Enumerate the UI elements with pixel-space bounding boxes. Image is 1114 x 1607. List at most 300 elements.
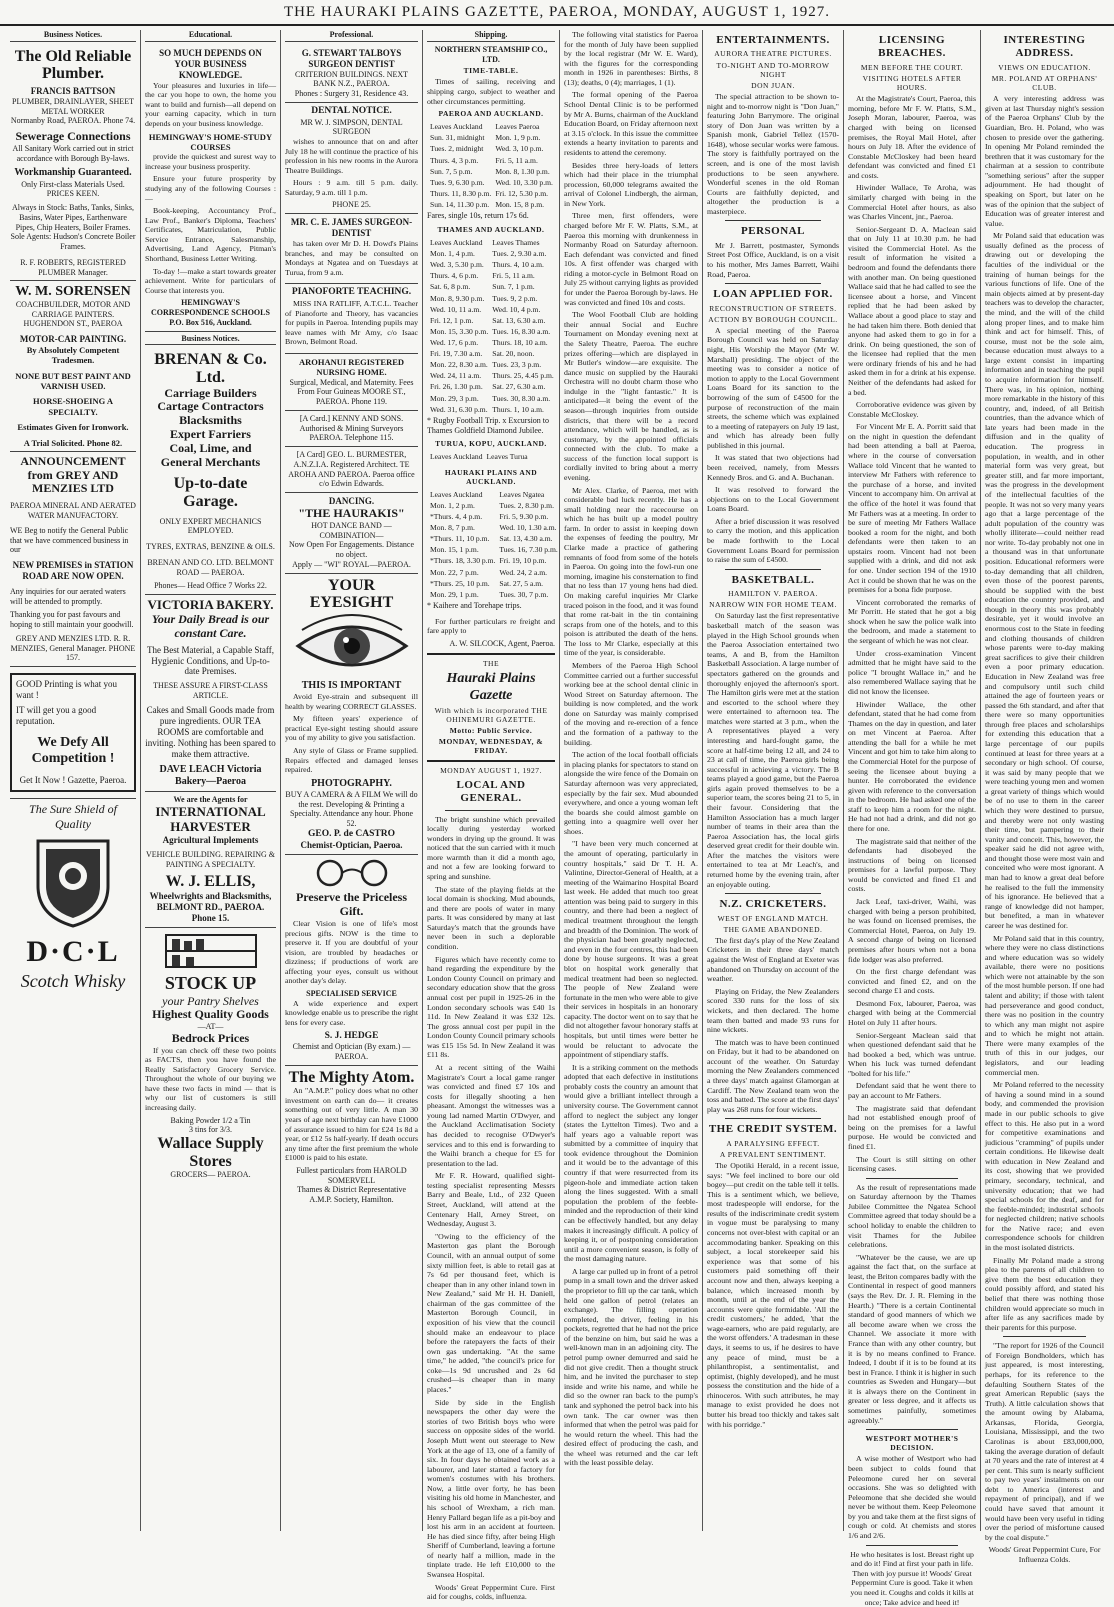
section-heading: Business Notices. xyxy=(145,334,276,346)
ad-line: Any inquiries for our aerated waters will be attended to promptly. xyxy=(10,586,126,606)
ad-title: G. STEWART TALBOYS SURGEON DENTIST xyxy=(301,47,402,69)
ad-line: Now Open For Engagements. Distance no object. xyxy=(288,540,415,560)
ad-line: PLUMBER, DRAINLAYER, SHEET METAL WORKER xyxy=(12,96,134,116)
table-cell: Sun. 31, midnight xyxy=(430,133,485,143)
ad-line: We are the Agents for xyxy=(173,795,248,805)
ad-line: NONE BUT BEST PAINT AND VARNISH USED. xyxy=(15,370,131,392)
burmester-ad xyxy=(285,447,418,493)
ad-line: GOOD Printing is what you want ! xyxy=(16,679,117,701)
article-title: WESTPORT MOTHER'S DECISION. xyxy=(865,1434,959,1453)
route-note: * Kaihere and Torehape trips. xyxy=(427,600,522,610)
ad-text: To-day !—make a start towards greater achievement. Write for particulars of Course that interests you. xyxy=(145,266,276,295)
article-paragraph: Hiwinder Wallace, Te Aroha, was similarly charged with being in the Commercial Hotel after hours, as also was Charles Vincent, jnr., Paeroa. xyxy=(848,183,976,222)
hedge-ad xyxy=(285,855,418,1065)
james-ad xyxy=(285,214,418,284)
table-cell: Mon. 1, 2 p.m. xyxy=(430,500,475,510)
article-paragraph: For Vincent Mr E. A. Porritt said that on the night in question the defendant had been attending a ball at Paeroa, where in the course of conversation Wallace told Vincent that he wanted to interview Mr Fathers with reference to the purchase of a horse, and invited Vincent to accompany him. On arrival at the office of the hotel it was found that Mr Fathers was at a meeting. In order to be sure of meeting Mr Fathers Wallace booked a room for the night, and both defendants were then taken to an upstairs room. Vincent had not been supplied with a drink, and did not ask for one. Under section 194 of the 1910 Act it could be shown that he was on the premises for a bona fide purpose. xyxy=(848,422,976,595)
ad-signature: DAVE LEACH Victoria Bakery—Paeroa xyxy=(159,763,262,787)
article-subtitle: WEST OF ENGLAND MATCH. xyxy=(717,913,829,923)
article-paragraph: The special attraction to be shown to-night and to-morrow night is "Don Juan," featuring John Barrymore. The original story of Don Juan was written by a Spanish monk, Gabriel Tellez (1570-1648), whose secular works were famous. The story is faithfully portrayed on the screen, and is one of the most lavish productions to be seen anywhere. Wonderful scenes in the old Roman Courts are faithfully depicted, and altogether the production is a masterpiece. xyxy=(707,91,839,216)
ad-title: PIANOFORTE TEACHING. xyxy=(291,287,412,298)
eye-icon xyxy=(292,614,412,678)
table-row xyxy=(429,200,554,209)
article-paragraph: The Opotiki Herald, in a recent issue, says: "We feel inclined to bore our old bogey—put credit on the table tell it tells. This is a sentiment which, we believe, most tradespeople will endorse, for the results of the indiscriminate credit system in vogue must be paralysing to many concerns not over-blest with capital or an accommodating banker. Speaking on this subject, a local storekeeper said his experience was that some of his customers paid something off their account now and then, always keeping a balance, which increased month by month, until at the end of the year the accounts were quite formidable. 'All the credit customers,' he added, 'that the wage-earners, who are paid regularly, are the worst offenders.' A tradesman in these days, it seems to us, if he desires to have any peace of mind, must be a philanthropist, a sentimentalist, and optimist, (highly developed), and he must possess the constitution and the hide of a rhinoceros. With such attributes, he may manage to exist provided he does not butter his bread too thickly and takes salt with his porridge." xyxy=(707,1161,839,1429)
table-row xyxy=(429,556,559,565)
table-row xyxy=(429,545,559,554)
ad-title: INTERNATIONAL HARVESTER xyxy=(155,803,266,834)
band-name: "THE HAURAKIS" xyxy=(298,506,405,521)
article-paragraph: On the first charge defendant was convicted and fined £2, and on the second charge £1 and costs. xyxy=(848,967,976,996)
article-subtitle: MEN BEFORE THE COURT. xyxy=(860,62,964,72)
ad-text: has taken over Mr D. H. Dowd's Plains branches, and may be consulted on Mondays at Ngatea and on Tuesdays at Turua, from 9 a.m. xyxy=(285,239,418,277)
grey-menzies-ad xyxy=(10,452,136,667)
ad-line: NEW PREMISES in STATION ROAD ARE NOW OPEN. xyxy=(12,560,134,581)
ad-line: Expert Farriers xyxy=(170,426,251,441)
ad-line: Fullest particulars from HAROLD SOMERVELL xyxy=(296,1165,407,1185)
table-cell: *Thurs. 11, 10 p.m. xyxy=(430,534,490,544)
table-row xyxy=(429,167,554,176)
ad-title: YOUR EYESIGHT xyxy=(309,576,394,612)
table-cell: Wed. 17, 6 p.m. xyxy=(430,338,479,348)
ad-line: The Best Material, a Capable Staff, Hygienic Conditions, and Up-to-date Premises. xyxy=(146,644,275,677)
issue-date: MONDAY AUGUST 1, 1927. xyxy=(440,765,542,775)
ad-slogan: The Sure Shield of Quality xyxy=(29,802,117,831)
ad-line: WE Beg to notify the General Public that we have commenced business in our xyxy=(10,525,129,555)
table-cell: Fri. 5, 11 a.m. xyxy=(492,271,535,281)
table-cell: Thurs. 18, 10 a.m. xyxy=(492,338,548,348)
article-title: LOAN APPLIED FOR. xyxy=(713,288,833,301)
table-cell: Mon. 8, 9.30 p.m. xyxy=(430,293,485,303)
ad-line: All Sanitary Work carried out in strict accordance with Borough By-laws. xyxy=(12,143,134,163)
table-header: Leaves Auckland xyxy=(430,238,483,248)
hemingway-ad xyxy=(145,45,276,332)
ad-title: MR. C. E. JAMES SURGEON-DENTIST xyxy=(290,217,413,239)
table-row xyxy=(429,590,559,599)
article-subtitle: A PREVALENT SENTIMENT. xyxy=(719,1149,827,1159)
table-row xyxy=(429,534,559,543)
article-paragraph: A wise mother of Westport who had been subject to colds found that Peleomone cured her on several occasions. She was so delighted with Peleomone that she decided she would never be without them. Keep Peleomone by you and take them at the first signs of cough or cold. At chemists and stores 1/6 and 2/6. xyxy=(848,1454,976,1541)
ad-line: PHONE 25. xyxy=(332,200,371,210)
gazette-name: Hauraki Plains Gazette xyxy=(446,670,536,703)
ad-slogan: STOCK UP xyxy=(164,972,257,993)
table-cell: Thurs. 1, 10 a.m. xyxy=(492,404,544,414)
article-paragraph: The magistrate said that defendant had not established enough proof of being on the premises for a lawful purpose. He would be convicted and fined £1. xyxy=(848,1103,976,1151)
ad-line: Thames & District Representative A.M.P. Society, Hamilton. xyxy=(296,1185,407,1205)
ad-line: TYRES, EXTRAS, BENZINE & OILS. xyxy=(146,542,275,552)
article-paragraph: On Saturday last the first representative basketball match of the season was played in the High School grounds when the Paeroa Association entertained two teams, A and B, from the Hamilton Basketball Association. A large number of spectators gathered on the grounds and thoroughly enjoyed the afternoon's sport. The Hamilton girls were met at the station and escorted to the school where they were entertained to afternoon tea. The matches were started at 3 p.m., when the A representatives played a very interesting and hard-fought game, the score at half-time being 12 all, and 24 to 23 at call of time, the Paeroa girls being successful in achieving a victory. The B teams played a good game, but the Paeroa girls again proved themselves to be a superior team, the scores being 21 to 5, in their favour. Considering that the Hamilton Association has a much larger number of teams in their area than the Paeroa Association has, the local girls deserved great credit for their double win. After the matches the visitors were entertained to tea at Mr Leach's, and returned home by the evening train, after an enjoyable outing. xyxy=(707,611,839,889)
ad-line: HORSE-SHOEING A SPECIALTY. xyxy=(32,396,114,417)
ad-signature: GREY AND MENZIES LTD. R. R. MENZIES, General Manager. PHONE 157. xyxy=(10,633,136,663)
table-cell: Tues. 23, 3 p.m. xyxy=(492,360,542,370)
timetable-rows xyxy=(429,133,554,209)
ad-title: SO MUCH DEPENDS ON YOUR BUSINESS KNOWLEDGE. xyxy=(159,47,262,80)
article-subtitle: HAMILTON V. PAEROA. xyxy=(728,589,818,599)
article-paragraph: Members of the Paeroa High School Committee carried out a further successful working bee at the school dental clinic in Wood Street on Saturday afternoon. The building is now completed, and the work done on Saturday was mainly comprised of the moving and re-erection of a fence and the formation of a pathway to the building. xyxy=(564,661,698,747)
table-row xyxy=(429,405,555,414)
table-row xyxy=(429,327,555,336)
route-heading: TURUA, KOPU, AUCKLAND. xyxy=(435,439,547,449)
table-cell: *Thurs. 18, 3.30 p.m. xyxy=(430,556,496,566)
ad-line: Always in Stock: Baths, Tanks, Sinks, Basins, Water Pipes, Earthenware Pipes, Chip Heaters, Boiler Frames. Sole Agents: Hudson's Concrete Boiler Frames. xyxy=(10,203,136,252)
simpson-ad xyxy=(285,103,418,214)
table-cell: Thurs. 25, 4.45 p.m. xyxy=(492,371,554,381)
ad-line: Only First-class Materials Used. PRICES KEEN. xyxy=(21,179,125,199)
column-professional xyxy=(281,30,423,1531)
table-row xyxy=(429,523,559,532)
ad-signature: R. F. ROBERTS, REGISTERED PLUMBER Manager. xyxy=(20,257,126,277)
route-note: * Rugby Football Trip. x Excursion to Thames Goldfield Diamond Jubilee. xyxy=(427,415,550,435)
table-cell: Mon. 8, 1.30 p.m. xyxy=(495,166,550,176)
article-paragraph: It was resolved to forward the objections on to the Local Government Loans Board. xyxy=(707,485,839,514)
article-paragraph: Defendant said that he went there to pay an account to Mr Fathers. xyxy=(848,1081,976,1101)
gazette-motto: Motto: Public Service. xyxy=(449,726,533,736)
ad-subhead: THIS IS IMPORTANT xyxy=(301,679,402,691)
table-cell: Sat. 20, noon. xyxy=(492,349,535,359)
ad-line: Carriage Builders xyxy=(164,385,257,400)
gazette-printing-ad xyxy=(10,667,136,799)
timetable-paeroa-auckland xyxy=(427,120,556,211)
article-subtitle: THE GAME ABANDONED. xyxy=(723,924,823,934)
table-row xyxy=(429,178,554,187)
article-paragraph: Finally Mr Poland made a strong plea to the parents of all children to give them the best education they could possibly afford, and stated his belief that there was nothing those children would appreciate so much in after life as any sacrifices made by their parents for this purpose. xyxy=(985,1255,1104,1332)
ad-line: General Merchants xyxy=(160,454,261,469)
table-cell: Tues. 9, 2 p.m. xyxy=(492,293,538,303)
pantry-shelves-icon xyxy=(156,931,266,971)
article-subtitle: DON JUAN. xyxy=(751,80,795,90)
ad-line: Thanking you for past favours and hoping to still maintain your goodwill. xyxy=(10,610,134,630)
ad-signature: HEMINGWAY'S CORRESPONDENCE SCHOOLS P.O. Box 516, Auckland. xyxy=(151,298,270,327)
divider xyxy=(725,569,821,570)
ad-text: wishes to announce that on and after July 18 he will continue the practice of his profession in his new rooms in the Aurora Theatre Buildings. xyxy=(285,137,418,175)
table-row xyxy=(429,349,555,358)
table-cell: Wed. 10, 11 a.m. xyxy=(430,304,482,314)
table-cell: Tues. 2, midnight xyxy=(430,144,484,154)
table-cell: Sun. 7, 1 p.m. xyxy=(492,282,535,292)
ad-line: —AT— xyxy=(197,1021,224,1031)
table-cell: Tues. 2, 8.30 p.m. xyxy=(499,500,554,510)
ad-line: BELMONT RD., PAEROA. Phone 15. xyxy=(156,901,265,923)
table-row xyxy=(429,156,554,165)
brand-name: D·C·L xyxy=(26,935,120,969)
article-subtitle: NARROW WIN FOR HOME TEAM. xyxy=(709,600,837,610)
article-paragraph: A special meeting of the Paeroa Borough Council was held on Saturday night, His Worship the Mayor (Mr W. Marshall) presiding. The object of the meeting was to consider a notice of motion to apply to the Local Government Loans Board for its sanction to the borrowing of the sum of £4500 for the purpose of reconstruction of the main streets, the scheme which was explained to a meeting of ratepayers on July 19 last, and which has already been fully published in this journal. xyxy=(707,325,839,450)
ad-subhead: Workmanship Guaranteed. xyxy=(14,167,132,179)
ad-title: W. M. SORENSEN xyxy=(15,284,131,300)
column-entertainments xyxy=(703,30,844,1531)
article-subtitle: VISITING HOTELS AFTER HOURS. xyxy=(862,73,962,93)
table-row xyxy=(429,249,555,258)
table-cell: Wed. 10, 4 p.m. xyxy=(492,304,541,314)
ad-text: Avoid Eye-strain and subsequent ill health by wearing CORRECT GLASSES. xyxy=(285,692,418,711)
timetable-turua xyxy=(427,450,531,463)
article-paragraph: Vincent corroborated the remarks of Mr Porritt. He stated that he got a big shock when he saw the police walk into the bedroom, and made a statement to the sergeant of which he was not clear. xyxy=(848,597,976,646)
article-title: BASKETBALL. xyxy=(731,573,815,586)
ad-text: If you can check off these two points as FACTS, then you have found the Really Satisfactory Grocery Service. Throughout the whole of our buying we have these two facts in mind — that is why our list of customers is still increasing daily. xyxy=(145,1045,276,1112)
table-row xyxy=(429,371,555,380)
article-paragraph: "I have been very much concerned at the amount of operating, particularly in country hospitals," said Dr T. H. A. Valintine, Director-General of Health, at a meeting of the Waimarino Hospital Board last week. He added that much too great attention was being paid to surgery in this country, and there had been a neglect of medical treatment throughout the length and breadth of the Dominion. The work of the physician had been greatly neglected, and even in the four centres, this had been done by house surgeons. It was a great blot on hospital work generally that medical treatment had been so neglected. The people of New Zealand were fortunate in the men who were able to give their services in hospitals in an honorary capacity. The doctor went on to say that he did not altogether favour honorary staffs at hospitals, but until times were better he would be reluctant to advocate the appointment of stipendiary staffs. xyxy=(564,839,698,1060)
article-paragraph: The action of the local football officials in placing planks for spectators to stand on alongside the wire fence of the Domain on Saturday afternoon was very appreciated, especially by the fair sex. Mud abounded everywhere, and once a young woman left the boards she could almost gamble on getting into a quagmire well over her shoes. xyxy=(564,750,698,836)
ad-line: Coal, Lime, and xyxy=(169,440,252,455)
ad-line: Bedrock Prices xyxy=(171,1030,250,1045)
ad-line: [A Card] GEO. L. BURMESTER, A.N.Z.I.A. Registered Architect. TE AROHA AND PAEROA. Paeroa office c/o Edwin Edwards. xyxy=(288,450,415,489)
article-subtitle: RECONSTRUCTION OF STREETS. xyxy=(709,303,837,313)
ad-title: VICTORIA BAKERY. xyxy=(147,597,274,613)
article-title: PERSONAL xyxy=(741,225,805,238)
article-title: THE CREDIT SYSTEM. xyxy=(708,1123,838,1136)
table-cell: Tues. 16, 8.30 a.m. xyxy=(492,326,551,336)
table-cell: Sat. 13, 6.30 a.m. xyxy=(492,315,546,325)
divider xyxy=(866,1429,958,1430)
article-paragraph: Mr Poland said that education was usually defined as the process of drawing out or developing the faculties of the individual or the training of human beings for the various functions of life. One of the main objects aimed at by present-day teachers was to develop the character, the mind, and the will of the child along proper lines, and to make him think and act for himself. This, of course, must not be the sole aim, because education must always to a large extent consist in imparting information and in teaching the pupil to acquire information for himself. There was, in his opinion, nothing more remarkable in the history of this country, and, indeed, of all British countries, than the advance which of late years had been made in the diffusion and in the quality of education. The progress in population, in wealth, and in other material form was very great, but greater still, and far more important, was the progress in the development of the intellectual faculties of the people. It was not so very many years ago that a large percentage of the adult population of the country was wholly illiterate—could neither read nor write. To-day probably not one in a thousand was in that unfortunate position. Educational reformers were to-day demanding that all children, even those of the poorest parents, should be supplied with the best education the country provided, and though in theory this was probably desirable, yet it would involve an enormous cost to the State in feeding and clothing thousands of children whose parents were to-day making great sacrifices to give their children even a poor primary education. Education in New Zealand was free and compulsory until such child attained the age of fourteen years or passed the 6th standard, and after that there were so many opportunities through free places and scholarships for extending this education that a large percentage of our pupils continued at least for three years at a secondary or high school. Of course, it was said by many people that we were teaching young men and women a great variety of things which would be of no use to them in the career which they were destined to pursue, and thereby were not only wasting their time, but pampering to their vanity and conceit. This, however, the speaker said he did not agree with, and thought those were most vain and conceited who were most ignorant. A man had to know a great deal before he realised to the full the immensity of his ignorance. He believed that a range of knowledge did not hamper, but benefited, a man in whatever career he was destined for. xyxy=(985,231,1104,930)
article-paragraph: The formal opening of the Paeroa School Dental Clinic is to be performed by Mr A. Burns, chairman of the Auckland Education Board, on Friday afternoon next at 3.15 o'clock. In this issue the committee extends a hearty invitation to parents and residents to attend the ceremony. xyxy=(564,90,698,157)
route-heading: THAMES AND AUCKLAND. xyxy=(437,224,545,234)
article-paragraph: At a recent sitting of the Waihi Magistrate's Court a local game ranger was convicted and fined £7 10s and costs for illegally shooting a hen pheasant. Amongst the witnesses was a young lad named Martin O'Dwyer, and the Auckland Acclimatisation Society has decided to recognise O'Dwyer's services and to this end is forwarding to the Waihi branch a cheque for £5 for presentation to the lad. xyxy=(427,1062,555,1168)
article-paragraph: After a brief discussion it was resolved to carry the motion, and this application be made forthwith to the Local Government Loans Board for permission to raise the sum of £4500. xyxy=(707,516,839,565)
route-heading: PAEROA AND AUCKLAND. xyxy=(438,109,544,119)
table-cell: *Thurs. 25, 10 p.m. xyxy=(430,578,490,588)
ad-line: Highest Quality Goods xyxy=(152,1007,269,1022)
ad-line: THESE ASSURE A FIRST-CLASS ARTICLE. xyxy=(153,681,268,701)
table-row xyxy=(429,382,555,391)
article-paragraph: Mr Poland referred to the necessity of having a sound mind in a sound body, and commended the provision made in our public schools to give effect to this. He also put in a word for competitive examinations and judicious "cramming" of pupils under certain conditions. He likewise dealt with education in New Zealand and its cost, showing that we provided primary, secondary, technical, and university education; that we had special schools for the deaf, and for the feeble-minded; industrial schools for neglected children; native schools for the Native race; and even correspondence schools for children in the most isolated districts. xyxy=(985,1080,1104,1253)
ad-title: DENTAL NOTICE. xyxy=(311,105,392,116)
divider xyxy=(445,810,537,811)
table-header: Leaves Thames xyxy=(492,238,540,248)
gazette-the: THE xyxy=(482,658,500,668)
table-row xyxy=(429,144,554,153)
table-cell: Mon. 29, 1 p.m. xyxy=(430,589,479,599)
ad-text: An "A.M.P." policy does what no other investment on earth can do— it creates something out of very little. A man 30 years of age next birthday can have £1000 of assurance issued to him for £24 1s 8d a year, or £12 5s half-yearly. If death occurs any time after the first premium the whole £1000 is paid to his estate. xyxy=(285,1086,418,1163)
article-paragraph: The first day's play of the New Zealand Cricketers in their three days' match against the West of England at Exeter was abandoned on Thursday on account of the weather. xyxy=(707,935,839,984)
ad-slogan: We Defy All Competition ! xyxy=(31,735,115,767)
table-cell: Thurs. 11, 8.30 p.m. xyxy=(430,188,492,198)
article-subtitle: ACTION BY BOROUGH COUNCIL. xyxy=(708,314,838,324)
divider xyxy=(866,1178,958,1179)
ad-line: GROCERS— PAEROA. xyxy=(170,1170,251,1180)
article-title: INTERESTING ADDRESS. xyxy=(1003,34,1086,60)
ad-text: provide the quickest and surest way to increase your business prosperity. xyxy=(145,152,276,171)
ad-name: W. J. ELLIS, xyxy=(165,873,256,891)
table-cell: Wed. 3, 5.30 p.m. xyxy=(430,260,484,270)
spectacles-icon xyxy=(302,858,402,888)
ad-line: Wheelwrights and Blacksmiths, xyxy=(149,890,272,901)
pianoforte-ad xyxy=(285,284,418,353)
article-paragraph: The match was to have been continued on Friday, but it had to be abandoned on account of the weather. On Saturday morning the New Zealanders commenced a three days' match against Glamorgan at Cardiff. The New Zealand team won the toss and batted. The score at the first days' play was 268 runs for four wickets. xyxy=(707,1037,839,1114)
table-cell: Fri. 26, 1.30 p.m. xyxy=(430,382,483,392)
article-paragraph: Woods' Great Peppermint Cure. First aid for coughs, colds, influenza. xyxy=(427,1582,555,1602)
article-title: ENTERTAINMENTS. xyxy=(716,34,830,46)
ad-line: Baking Powder 1/2 a Tin xyxy=(170,1115,251,1125)
article-paragraph: "Whatever be the cause, we are up against the fact that, on the surface at least, the Briton compares badly with the Continental in respect of good manners (says the Rev. Dr. J. R. Fleming in the Hearth.) "There is a certain Continental standard of good manners of which we all become aware when we cross the Channel. We associate it more with France than with any other country, but it is by no means confined to France. Indeed, I doubt if it is to be found at its best in France. I think it is higher in such countries as Sweden and Hungary—but it is always there on the Continent in greater or less degree, and it affects us sometimes painfully, sometimes agreeably." xyxy=(848,1252,976,1425)
ad-text: Ensure your future prosperity by studying any of the following Courses :— xyxy=(145,174,276,203)
article-paragraph: Senior-Sergeant Maclean said that when questioned defendant said that he had booked a bed, which was untrue. When his luck was turned defendant "bolted for his life." xyxy=(848,1030,976,1078)
amp-ad xyxy=(285,1066,418,1208)
ad-line: ONLY EXPERT MECHANICS EMPLOYED. xyxy=(159,516,262,536)
table-cell: Mon. 15, 1 p.m. xyxy=(430,545,479,555)
route-heading: HAURAKI PLAINS AND AUCKLAND. xyxy=(444,467,538,486)
table-cell: Fri. 5, 9.30 p.m. xyxy=(499,512,549,522)
dcl-whisky-ad xyxy=(10,799,136,996)
ad-name: S. J. HEDGE xyxy=(324,1030,379,1041)
table-row xyxy=(429,568,559,577)
ad-line: 3 tins for 3/3. xyxy=(188,1125,233,1135)
table-cell: Mon. 29, 3 p.m. xyxy=(430,393,479,403)
table-cell: Tues. 16, 7.30 p.m. xyxy=(499,545,558,555)
ad-text: Any style of Glass or Frame supplied. Repairs effected and damaged lenses repaired. xyxy=(285,745,418,775)
ad-line: CRITERION BUILDINGS. NEXT BANK N.Z., PAEROA. xyxy=(294,69,409,89)
ad-title: ANNOUNCEMENT from GREY AND MENZIES LTD xyxy=(20,453,126,496)
table-cell: Wed. 10, 3.30 p.m. xyxy=(495,177,553,187)
article-paragraph: "Owing to the efficiency of the Masterton gas plant the Borough Council, with an annual output of some sixty million feet, is able to retail gas at 7s 6d per thousand feet, which is cheaper than in any other inland town in New Zealand," said Mr H. H. Daniell, chairman of the gas committee of the Masterton Borough Council, in exposition of his view that the council should make an endeavour to place before the ratepayers the facts of their own gas undertaking. "At the same time," he added, "the council's price for coke—1s 9d uncrushed and 2s 6d crushed—is cheaper than in many places." xyxy=(427,1231,555,1395)
section-heading: Business Notices. xyxy=(10,30,136,42)
victoria-bakery-ad xyxy=(145,595,276,792)
timetable-note: Times of sailing, receiving and shipping cargo, subject to weather and other circumstances permitting. xyxy=(427,77,555,106)
table-row xyxy=(429,305,555,314)
wallace-stores-ad xyxy=(145,928,276,1183)
table-row xyxy=(429,271,555,280)
divider xyxy=(725,1118,821,1119)
ad-line: Phones— Head Office 7 Works 22. xyxy=(154,581,267,591)
table-cell: Wed. 10, 1.30 a.m. xyxy=(499,523,557,533)
article-title: LOCAL AND GENERAL. xyxy=(456,778,526,805)
column-educational xyxy=(141,30,281,1531)
table-row xyxy=(429,316,555,325)
article-paragraph: The following vital statistics for Paeroa for the month of July have been supplied by the local registrar (Mr W. E. Ward), with the figures for the corresponding month in 1926 in parentheses: Births, 8 (13); deaths, 0 (4); marriages, 1 (1). xyxy=(564,30,698,87)
table-row xyxy=(429,501,559,510)
table-cell: Mon. 1, 4 p.m. xyxy=(430,249,475,259)
ad-text: MISS INA RATLIFF, A.T.C.L. Teacher of Pianoforte and Theory, has vacancies for pupils in Paeroa. Intending pupils may leave names with Mr Amy, c/o Isaac Brown, Belmont Road. xyxy=(285,299,418,347)
gazette-days: MONDAY, WEDNESDAY, & FRIDAY. xyxy=(438,737,544,756)
table-header: Leaves Auckland xyxy=(430,122,483,132)
ad-text: A wide experience and expert knowledge enable us to prescribe the right lens for every case. xyxy=(285,998,418,1027)
timetable-rows xyxy=(429,501,559,599)
table-row xyxy=(429,394,555,403)
ad-title: The Mighty Atom. xyxy=(288,1068,415,1086)
table-row xyxy=(429,133,554,142)
article-paragraph: As the result of representations made on Saturday afternoon by the Thames Jubilee Committee the Ngatea School Committee agreed that today should be a school holiday to enable the children to visit Thames for the Jubilee celebrations. xyxy=(848,1182,976,1250)
fare-note: Fares, single 10s, return 17s 6d. xyxy=(427,211,529,221)
arohanui-ad xyxy=(285,354,418,411)
table-row xyxy=(429,360,555,369)
ad-line: Chemist-Optician, Paeroa. xyxy=(300,840,403,851)
article-paragraph: A large car pulled up in front of a petrol pump in a small town and the driver asked the proprietor to fill up the car tank, which held one gallon of petrol (relates an exchange). The filling operation completed, the driver, feeling in his pockets, regretted that he had not the price of the benzine on him, but said he was a well-known man in an adjoining city. The petrol pump owner demurred and said he did not give credit. Then a thought struck him, and he invited the purchaser to step inside and write his name, and while he did so the owner ran back to the pump's tank and syphoned the petrol back into his own tank. The car owner was then informed that when the petrol was paid for he would return the wheel. This had the desired effect of producing the cash, and the wheel was returned and the car left with the least possible delay. xyxy=(564,1266,698,1468)
table-cell: Thurs. 4, 3 p.m. xyxy=(430,155,479,165)
ad-subhead: SPECIALISED SERVICE xyxy=(306,989,397,999)
table-cell: Mon. 15, 3.30 p.m. xyxy=(430,326,489,336)
divider xyxy=(725,893,821,894)
column-business-notices xyxy=(6,30,141,1531)
table-cell: Wed. 31, 6.30 p.m. xyxy=(430,404,488,414)
timetable-thames-auckland xyxy=(427,236,557,416)
gazette-line: With which is incorporated THE OHINEMURI GAZETTE. xyxy=(434,705,548,724)
ad-text: Book-keeping, Accountancy Prof., Law Prof., Banker's Diploma, Teachers' Certificates, Matriculation, Public Service Entrance, Salesmanship, Advertising, Land Agency, Pitman's Shorthand, Business Letter Writing. xyxy=(145,206,276,264)
table-cell: Fri. 19, 7.30 a.m. xyxy=(430,349,483,359)
timetable-hauraki-plains xyxy=(427,488,561,601)
table-cell: Mon. 1, 9 p.m. xyxy=(495,133,541,143)
article-paragraph: Playing on Friday, the New Zealanders scored 330 runs for the loss of six wickets, and then declared. The home team then batted and made 93 runs for nine wickets. xyxy=(707,986,839,1035)
article-paragraph: The bright sunshine which prevailed locally during yesterday worked wonders in drying up the ground. It was noticed that the sun carried with it much more warmth than it did a month ago, and not a few are looking forward to spring and sunshine. xyxy=(427,814,555,881)
ad-line: Up-to-date Garage. xyxy=(173,475,248,510)
table-cell: Mon. 15, 8 p.m. xyxy=(495,200,545,210)
article-paragraph: A very interesting address was given at last Thursday night's session of the Paeroa Orphans' Club by the Guardian, Bro. H. Poland, who was chosen to preside over the gathering. In opening Mr Poland reminded the brethren that it was customary for the chairman at a session to contribute "something serious" after the supper adjournment. He had thought of speaking on Sport, but later on he was of the opinion that the subject of Education was of greater interest and value. xyxy=(985,94,1104,228)
article-paragraph: Jack Leaf, taxi-driver, Waihi, was charged with being a person prohibited, he was found on licensed premises, the Commercial Hotel, Paeroa, on July 19. A second charge of being on licensed premises after hours when not a bona fide lodger was also preferred. xyxy=(848,897,976,964)
dancing-ad xyxy=(285,493,418,574)
ad-line: A Trial Solicited. Phone 82. xyxy=(23,437,123,448)
divider xyxy=(725,220,821,221)
ad-line: COACHBUILDER, MOTOR AND CARRIAGE PAINTERS. HUGHENDON ST., PAEROA xyxy=(15,299,131,329)
ad-line: BUY A CAMERA & A FILM We will do the rest. Developing & Printing a Specialty. Attendance any hour. Phone 52. xyxy=(285,789,418,829)
ad-title: The Old Reliable Plumber. xyxy=(14,47,132,83)
table-cell: Mon. 22, 8.30 a.m. xyxy=(430,360,488,370)
article-paragraph: Side by side in the English newspapers the other day were the stories of two British boys who were success on opposite sides of the world. Joseph Mutt went out steerage to New York at the age of 13, one of a family of six. In four days he obtained work as a labourer, and later started a factory for women's costumes with his brothers. Now, a little over forty, he has been visiting his old home in Manchester, and his school of Wrexham, a rich man. Henry Pallard began life as a pit-boy and lost his arm in an accident at fourteen. He has died since fifty, after being High Sheriff of Cumberland, leaving a fortune of nearly half a million, made in the tinplate trade. He left £10,000 to the Swansea Hospital. xyxy=(427,1397,555,1580)
table-cell: Sat. 6, 8 p.m. xyxy=(430,282,471,292)
table-cell: Sun. 7, 5 p.m. xyxy=(430,166,473,176)
ad-subhead: Sewerage Connections xyxy=(15,129,131,144)
table-header: Leaves Auckland xyxy=(430,489,483,499)
verse: He who hesitates is lost. Breast right up and do it! Find at first your path in life. Then with joy pursue it! Woods' Great Peppermint Cure is good. Take it when you need it. Coughs and colds it kills at once; Take advice and heed it! xyxy=(850,1549,974,1607)
ad-line: Blacksmiths xyxy=(179,413,242,428)
article-paragraph: Corroborative evidence was given by Constable McCloskey. xyxy=(848,400,976,419)
article-title: LICENSING BREACHES. xyxy=(878,34,946,60)
article-paragraph: It is a striking comment on the methods adopted that each defective in institutions probably costs the country an amount that would give a brilliant intellect through a university course. The Government cannot afford to neglect the subject any longer (states the Lyttelton Times). Two and a half years ago a valuable report was submitted by a committee of inquiry that took evidence throughout the Dominion and it would be to the advantage of this country if that were resurrected from its pigeon-hole and immediate action taken along the lines suggested. With a small population the problem of the feeble-minded and the reproduction of their kind can be effectively handled, but any delay makes it increasingly difficult. A policy of keeping it, or of postponing consideration until a more convenient season, is folly of the most damaging nature. xyxy=(564,1062,698,1264)
table-cell: Sat. 13, 4.30 a.m. xyxy=(499,534,553,544)
table-row xyxy=(429,338,555,347)
table-cell: Sat. 27, 6.30 a.m. xyxy=(492,382,546,392)
talboys-ad xyxy=(285,45,418,103)
article-subtitle: VIEWS ON EDUCATION. xyxy=(998,62,1091,72)
table-row xyxy=(429,579,559,588)
table-header: Leaves Paeroa xyxy=(495,122,540,132)
ad-line: MOTOR-CAR PAINTING. xyxy=(19,334,127,345)
article-subtitle: MR. POLAND AT ORPHANS' CLUB. xyxy=(991,73,1098,93)
ad-text: My fifteen years' experience of practical Eye-sight testing should assure you of my ability to give you satisfaction. xyxy=(285,714,418,743)
ad-line: Chemist and Optician (By exam.) — PAEROA. xyxy=(292,1042,411,1061)
printing-box xyxy=(10,673,136,792)
article-paragraph: Desmond Fox, labourer, Paeroa, was charged with being at the Commercial Hotel on July 11 after hours. xyxy=(848,998,976,1027)
article-paragraph: Three men, first offenders, were charged before Mr F. W. Platts, S.M., at Paeroa this morning with drunkenness in Normanby Road on Saturday afternoon. Each defendant was convicted and fined 10s. A first offender was charged with riding a motor-cycle in Belmont Road on July 25 without carrying lights as provided for under the Paeroa Borough by-laws. He was convicted and fined 10s and costs. xyxy=(564,211,698,307)
article-paragraph: Mr Alex. Clarke, of Paeroa, met with considerable bad luck recently. He has a small holding near the racecourse on which he has built up a model poultry farm. In order to assist in keeping down the expenses of feeding the poultry, Mr Clarke made a practice of gathering remnants of food from some of the hotels in Paeroa. On going into the fowl-run one morning, imagine his consternation to find that no less than 17 young hens had died. On making careful inquiries Mr Clarke traced poison in the food, and it was found that rome rat-bait in the tin containing scraps from one of the hotels, and to this poison is attributed the death of the hens. The loss to Mr Clarke, especially at this time of the year, is considerable. xyxy=(564,485,698,658)
table-cell: Mon. 22, 7 p.m. xyxy=(430,567,479,577)
eyesight-ad xyxy=(285,574,418,856)
ad-line: Your Daily Bread is our constant Care. xyxy=(151,611,270,640)
section-heading: Shipping. xyxy=(427,30,555,42)
ad-line: [A Card.] KENNY AND SONS. Authorised & Mining Surveyors PAEROA. Telephone 115. xyxy=(299,413,404,443)
timetable-title: TIME-TABLE. xyxy=(463,66,519,76)
section-heading: Educational. xyxy=(145,30,276,42)
ad-line: your Pantry Shelves xyxy=(162,993,259,1008)
article-paragraph: "The report for 1926 of the Council of Foreign Bondholders, which has just appeared, is most interesting, perhaps, for its reference to the defaulting Southern States of the great American Republic (says the Truth). A little calculation shows that the amount owing by Alabama, Arkansas, Florida, Georgia, Louisiana, Mississippi, and the two Carolinas is about £83,000,000, taking the average duration of default at 70 years and the rate of interest at 4 per cent. This sum is nearly sufficient to pay two years' instalments on our debt to America (interest and repayment of principal), and if we could have saved that amount it would have been very useful in tiding over the period of misfortune caused by the coal dispute." xyxy=(985,1341,1105,1542)
gazette-nameplate xyxy=(427,653,555,762)
article-paragraph: Under cross-examination Vincent admitted that he might have said to the police "I brought Wallace in," and he also remembered Wallace saying that he did not know the licensee. xyxy=(848,648,976,696)
ad-name: GEO. P. de CASTRO xyxy=(307,828,395,839)
table-cell: Thurs. 4, 10 a.m. xyxy=(492,260,544,270)
article-paragraph: The Wool Football Club are holding their annual Social and Euchre Tournament on Monday evening next at the Salety Theatre, Paeroa. The euchre prizes offering—which are displayed in Mr Butler's window—are exquisite. The dance music on supplied by the Hauraki Orchestra will no doubt charm those who indulge in the "light fantastic." It is anticipated—it being the event of the season—through inquiries from outside districts, that there will be a record attendance, which will be handled, as is customary, by the appointed officials connected with the club. To make a success of the function local support is cordially invited to bring about a merry evening. xyxy=(564,310,698,483)
table-cell: Tues. 2, 9.30 a.m. xyxy=(492,249,547,259)
ad-subhead: HEMINGWAY'S HOME-STUDY COURSES xyxy=(148,131,273,152)
table-cell: Fri. 12, 5.30 p.m. xyxy=(495,188,549,198)
table-cell: Sun. 14, 11.30 p.m. xyxy=(430,200,490,210)
shipping-agent: A. W. SILCOCK, Agent, Paeroa. xyxy=(449,638,555,648)
table-row xyxy=(429,189,554,198)
ad-line: Apply — "WI" ROYAL—PAEROA. xyxy=(292,559,411,569)
ad-line: HOT DANCE BAND —COMBINATION— xyxy=(311,520,392,540)
divider xyxy=(725,283,821,284)
divider xyxy=(866,1545,958,1546)
ad-line: Cakes and Small Goods made from pure ingredients. OUR TEA ROOMS are comfortable and inviting. Nothing has been spared to make them attractive. xyxy=(145,704,276,759)
table-cell: Tues. 30, 7 p.m. xyxy=(499,589,549,599)
ad-line: Get It Now ! Gazette, Paeroa. xyxy=(19,775,127,786)
article-subtitle: AURORA THEATRE PICTURES. xyxy=(714,49,832,59)
